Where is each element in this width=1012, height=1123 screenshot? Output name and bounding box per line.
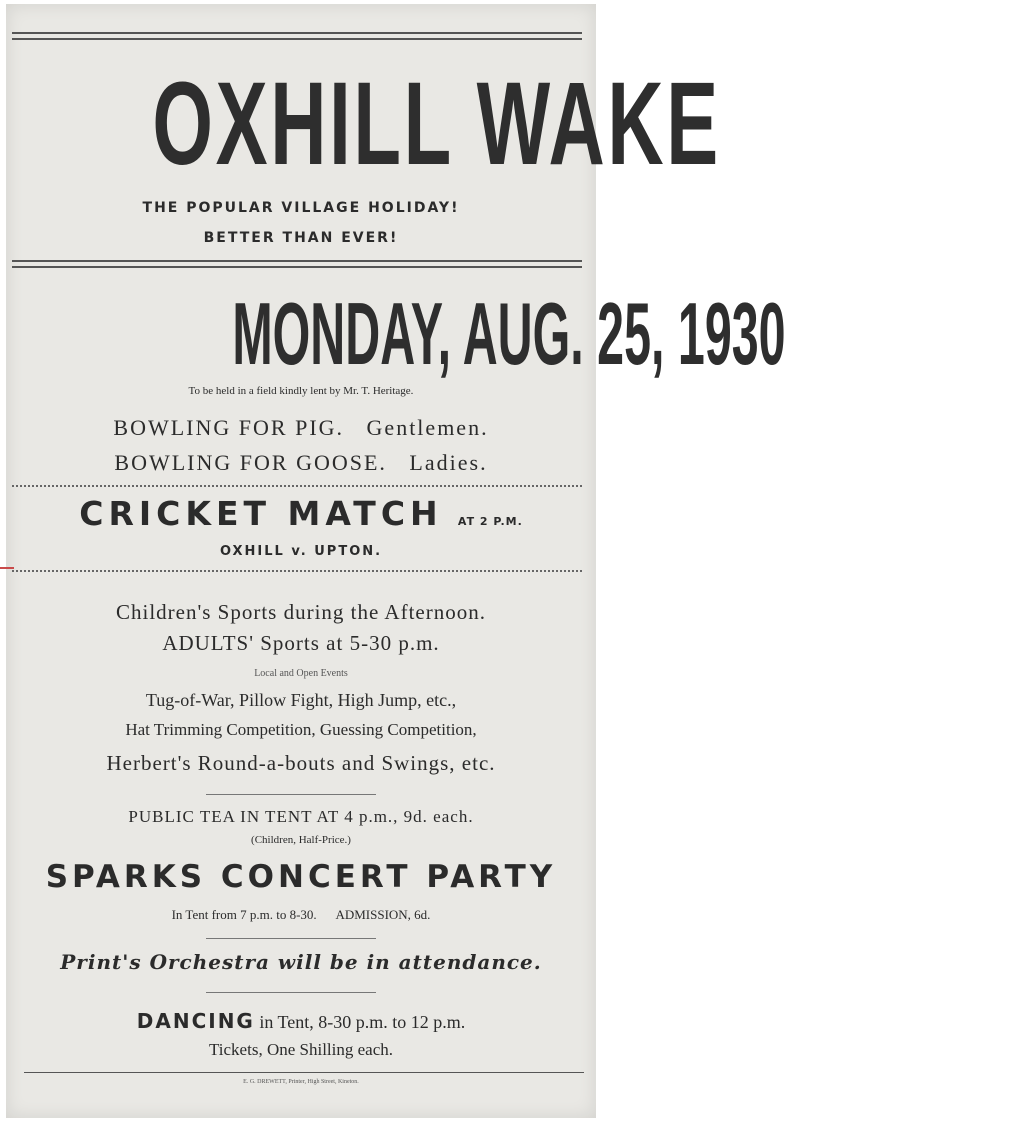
bottom-rule (24, 1072, 584, 1073)
concert-admission: ADMISSION, 6d. (335, 907, 431, 922)
childrens-sports: Children's Sports during the Afternoon. (115, 600, 486, 624)
bowling-pig-who: Gentlemen. (366, 415, 489, 440)
bowling-goose: BOWLING FOR GOOSE. (114, 450, 387, 475)
public-tea: PUBLIC TEA IN TENT AT 4 p.m., 9d. each. (128, 807, 474, 826)
margin-mark (0, 567, 14, 569)
event-date: MONDAY, AUG. 25, 1930 (232, 284, 786, 383)
dancing-line (6, 1009, 596, 1033)
wake-poster (6, 4, 786, 1118)
adults-sports: ADULTS' Sports at 5-30 p.m. (162, 631, 440, 655)
tagline-2: BETTER THAN EVER! (203, 230, 399, 246)
second-double-rule (12, 260, 582, 268)
events-line-1: Tug-of-War, Pillow Fight, High Jump, etc., (145, 690, 457, 710)
dotted-rule-1 (12, 485, 582, 487)
dotted-rule-2 (12, 570, 582, 572)
cricket-time: AT 2 P.M. (457, 515, 523, 528)
date-line (6, 284, 786, 383)
printer-imprint: E. G. DREWETT, Printer, High Street, Kineton. (243, 1079, 359, 1085)
concert-line (6, 907, 596, 923)
tea-note: (Children, Half-Price.) (251, 834, 351, 846)
tickets-line: Tickets, One Shilling each. (209, 1040, 393, 1059)
title-line (6, 58, 721, 190)
cricket-line (6, 494, 596, 533)
short-rule-3 (206, 992, 376, 993)
bowling-pig-line (6, 415, 596, 441)
concert-title: SPARKS CONCERT PARTY (45, 859, 557, 895)
poster-title: OXHILL WAKE (152, 58, 721, 190)
dancing-rest: in Tent, 8-30 p.m. to 12 p.m. (259, 1012, 466, 1032)
bowling-goose-line (6, 450, 596, 476)
top-double-rule (12, 32, 582, 40)
dancing-word: DANCING (136, 1009, 255, 1033)
venue-note: To be held in a field kindly lent by Mr. T. Heritage. (188, 385, 414, 397)
short-rule-1 (206, 794, 376, 795)
events-line-2: Hat Trimming Competition, Guessing Competition, (125, 720, 477, 739)
tagline-1: THE POPULAR VILLAGE HOLIDAY! (142, 200, 460, 216)
concert-time: In Tent from 7 p.m. to 8-30. (171, 907, 317, 922)
events-line-3: Herbert's Round-a-bouts and Swings, etc. (106, 751, 496, 775)
cricket-title: CRICKET MATCH (79, 494, 443, 533)
bowling-pig: BOWLING FOR PIG. (113, 415, 345, 440)
events-note: Local and Open Events (254, 668, 348, 679)
orchestra-line: Print's Orchestra will be in attendance. (60, 950, 542, 974)
bowling-goose-who: Ladies. (409, 450, 488, 475)
short-rule-2 (206, 938, 376, 939)
cricket-teams: OXHILL v. UPTON. (219, 544, 383, 559)
